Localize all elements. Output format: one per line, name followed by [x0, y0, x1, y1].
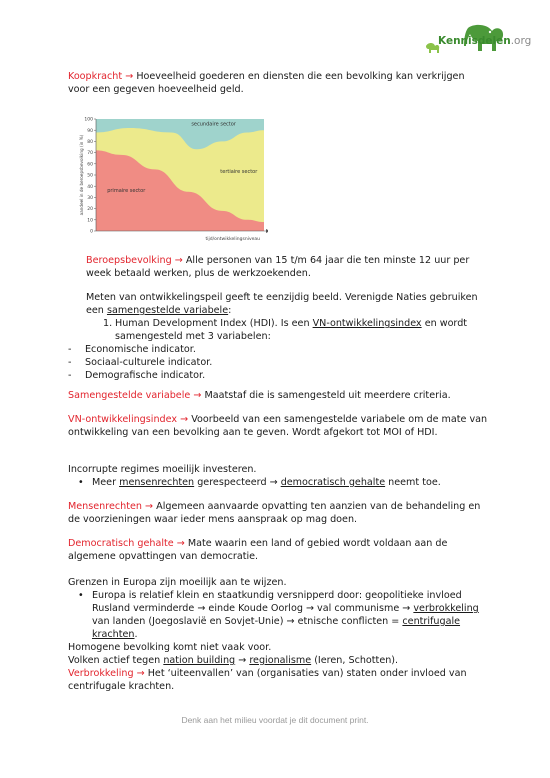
definition-text: Maatstaf die is samengesteld uit meerdere criteria. — [204, 390, 451, 401]
arrow-icon: → — [180, 414, 189, 425]
item-text: Sociaal-culturele indicator. — [85, 357, 213, 368]
definition-text: Het ‘uiteenvallen’ van (organisaties van) staten onder invloed van centrifugale krachten. — [68, 668, 467, 692]
term-democratisch-gehalte: Democratisch gehalte — [68, 538, 174, 549]
item-text: van landen (Joegoslavië en Sovjet-Unie) → etnische conflicten = — [92, 616, 400, 627]
definition-koopkracht — [68, 70, 488, 96]
definition-text: Mate waarin een land of gebied wordt voldaan aan de algemene opvattingen van democratie. — [68, 538, 448, 562]
bullet: • — [78, 477, 84, 488]
dash-item — [68, 343, 486, 356]
link-regionalisme[interactable]: regionalisme — [249, 655, 312, 666]
dash: - — [68, 357, 72, 368]
y-tick-label: 40 — [87, 184, 93, 190]
paragraph-text: Homogene bevolking komt niet vaak voor. — [68, 642, 272, 653]
sector-chart — [76, 115, 268, 250]
arrow-icon: → — [193, 390, 202, 401]
series-label: primaire sector — [107, 187, 146, 194]
item-text: en wordt samengesteld met 3 variabelen: — [115, 318, 468, 342]
paragraph-grenzen — [68, 576, 488, 667]
y-axis-label: aandeel in de beroepsbevolking (in %) — [79, 134, 84, 216]
link-democratisch-gehalte[interactable]: democratisch gehalte — [280, 477, 386, 488]
numbered-item — [86, 317, 486, 343]
link-mensenrechten[interactable]: mensenrechten — [119, 477, 195, 488]
x-axis-label: tijd/ontwikkelingsniveau — [205, 237, 260, 242]
kennisdelen-logo[interactable] — [420, 22, 532, 62]
item-text: neemt toe. — [388, 477, 441, 488]
y-tick-label: 70 — [87, 151, 93, 157]
paragraph-meten — [68, 291, 486, 382]
y-tick-label: 100 — [84, 117, 93, 123]
term-samengestelde-variabele: Samengestelde variabele — [68, 390, 191, 401]
dash-item — [68, 356, 486, 369]
definition-vn-ontwikkelingsindex — [68, 413, 488, 439]
item-text: Demografische indicator. — [85, 370, 206, 381]
y-tick-label: 50 — [87, 173, 93, 179]
dash-item — [68, 369, 486, 382]
item-text: gerespecteerd → — [197, 477, 278, 488]
definition-text: Alle personen van 15 t/m 64 jaar die ten minste 12 uur per week betaald werken, plus de werkzoekenden. — [86, 255, 470, 279]
x-axis-arrow-icon — [266, 229, 268, 233]
logo-wordmark: Kennisdelen.org — [438, 35, 532, 47]
item-text: Europa is relatief klein en staatkundig versnipperd door: geopolitieke invloed Rusland verminderde → einde Koude Oorlog → val communisme → — [92, 590, 462, 614]
definition-verbrokkeling — [68, 667, 488, 693]
paragraph-text — [68, 654, 488, 667]
bullet-item — [68, 476, 488, 489]
paragraph-text: Incorrupte regimes moeilijk investeren. — [68, 464, 257, 475]
y-tick-label: 80 — [87, 140, 93, 145]
definition-text: Algemeen aanvaarde opvatting ten aanzien van de behandeling en de voorzieningen waar ieder mens aanspraak op mag doen. — [68, 501, 481, 525]
paragraph-text: Grenzen in Europa zijn moeilijk aan te wijzen. — [68, 577, 287, 588]
arrow-icon: → — [238, 655, 247, 666]
series-label: secundaire sector — [191, 121, 236, 128]
dash: - — [68, 370, 72, 381]
y-tick-label: 10 — [87, 218, 93, 224]
link-vn-ontwikkelingsindex[interactable]: VN-ontwikkelingsindex — [312, 318, 422, 329]
bullet: • — [78, 590, 84, 601]
definition-democratisch-gehalte — [68, 537, 488, 563]
arrow-icon: → — [136, 668, 145, 679]
footer-note: Denk aan het milieu voordat je dit document print. — [181, 715, 369, 725]
arrow-icon: → — [174, 255, 183, 266]
definition-text: Hoeveelheid goederen en diensten die een bevolking kan verkrijgen voor een gegeven hoeveelheid geld. — [68, 71, 465, 95]
y-tick-label: 20 — [87, 207, 93, 213]
term-vn-ontwikkelingsindex: VN-ontwikkelingsindex — [68, 414, 178, 425]
item-text: Human Development Index (HDI). Is een — [115, 318, 310, 329]
colon: : — [228, 305, 232, 316]
term-beroepsbevolking: Beroepsbevolking — [86, 255, 172, 266]
paragraph-incorrupte — [68, 463, 488, 489]
term-verbrokkeling: Verbrokkeling — [68, 668, 134, 679]
y-tick-label: 90 — [87, 128, 93, 134]
link-samengestelde-variabele[interactable]: samengestelde variabele — [106, 305, 229, 316]
item-number: 1. — [103, 318, 113, 329]
definition-samengestelde-variabele — [68, 389, 488, 402]
paragraph-text: Meten van ontwikkelingspeil geeft te eenzijdig beeld. Verenigde Naties gebruiken een — [86, 292, 478, 316]
item-text: Meer — [92, 477, 117, 488]
bullet-item — [68, 589, 488, 641]
y-tick-label: 0 — [90, 229, 93, 235]
link-centrifugale-krachten[interactable]: centrifugale krachten — [92, 616, 461, 640]
arrow-icon: → — [125, 71, 134, 82]
item-text: Volken actief tegen — [68, 655, 161, 666]
dash: - — [68, 344, 72, 355]
y-tick-label: 30 — [87, 196, 93, 201]
arrow-icon: → — [176, 538, 185, 549]
item-text: (Ieren, Schotten). — [314, 655, 399, 666]
term-mensenrechten: Mensenrechten — [68, 501, 142, 512]
link-verbrokkeling[interactable]: verbrokkeling — [413, 603, 479, 614]
y-tick-label: 60 — [87, 162, 93, 168]
term-koopkracht: Koopkracht — [68, 71, 123, 82]
definition-mensenrechten — [68, 500, 488, 526]
item-text: Economische indicator. — [85, 344, 196, 355]
series-label: tertiaire sector — [220, 168, 258, 175]
definition-beroepsbevolking — [86, 254, 486, 280]
link-nation-building[interactable]: nation building — [163, 655, 236, 666]
arrow-icon: → — [145, 501, 154, 512]
item-text: . — [134, 629, 138, 640]
definition-text: Voorbeeld van een samengestelde variabele om de mate van ontwikkeling van een bevolking aan te geven. Wordt afgekort tot MOI of HDI. — [68, 414, 488, 438]
